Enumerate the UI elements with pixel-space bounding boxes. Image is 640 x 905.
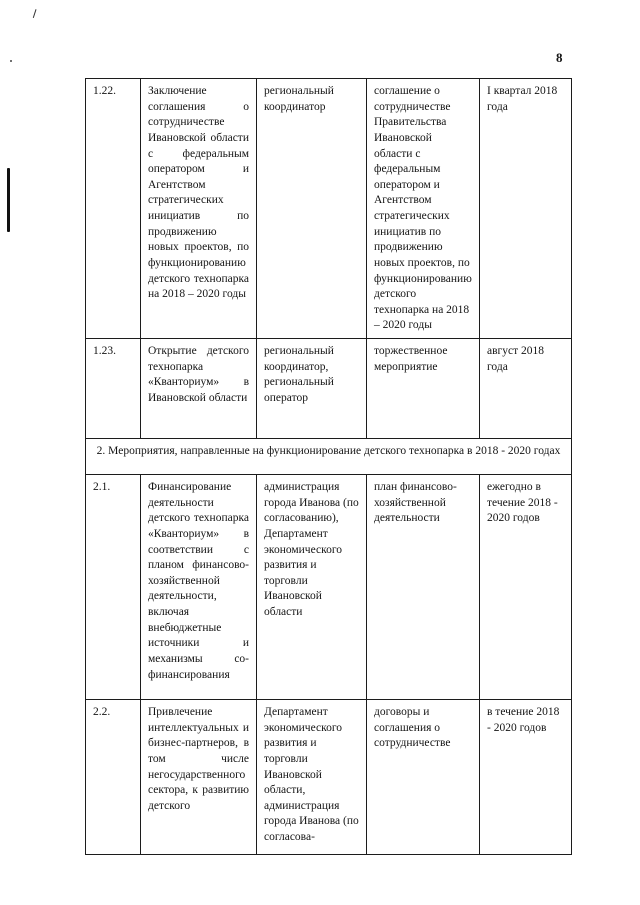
cell-term: I квартал 2018 года [480, 79, 572, 339]
cell-row-number: 2.2. [86, 700, 141, 855]
cell-activity: Финансирование деятельности детского технопарка «Кванториум» в соответствии с планом финансово-хозяйственной деятельности, включая внебюджетные источники и механизмы со-финансирования [141, 475, 257, 700]
cell-result: договоры и соглашения о сотрудничестве [367, 700, 480, 855]
scan-artifact-tick [33, 9, 42, 20]
cell-activity: Заключение соглашения о сотрудничестве Ивановской области с федеральным оператором и Агентством стратегических инициатив по продвижению новых проектов, по функционированию детского технопарка на 2018 – 2020 годы [141, 79, 257, 339]
table-row [86, 700, 572, 855]
cell-responsible: региональный координатор, региональный оператор [257, 339, 367, 439]
cell-row-number: 1.22. [86, 79, 141, 339]
cell-result: план финансово-хозяйственной деятельности [367, 475, 480, 700]
table-row [86, 339, 572, 439]
cell-term: август 2018 года [480, 339, 572, 439]
section-header: 2. Мероприятия, направленные на функционирование детского технопарка в 2018 - 2020 годах [86, 439, 572, 475]
table-row [86, 475, 572, 700]
section-header-row [86, 439, 572, 475]
scan-artifact-line [7, 168, 10, 232]
page-number: 8 [556, 50, 563, 65]
cell-term: ежегодно в течение 2018 - 2020 годов [480, 475, 572, 700]
cell-result: соглашение о сотрудничестве Правительства Ивановской области с федеральным оператором и Агентством стратегических инициатив по продвижению новых проектов, по функционированию детского технопарка на 2018 – 2020 годы [367, 79, 480, 339]
scan-artifact-dot [10, 60, 12, 62]
cell-row-number: 2.1. [86, 475, 141, 700]
cell-responsible: Департамент экономического развития и торговли Ивановской области, администрация города Иванова (по согласова- [257, 700, 367, 855]
table-row [86, 79, 572, 339]
cell-row-number: 1.23. [86, 339, 141, 439]
cell-term: в течение 2018 - 2020 годов [480, 700, 572, 855]
cell-activity: Открытие детского технопарка «Кванториум» в Ивановской области [141, 339, 257, 439]
cell-result: торжественное мероприятие [367, 339, 480, 439]
cell-activity: Привлечение интеллектуальных и бизнес-партнеров, в том числе негосударственного сектора, к развитию детского [141, 700, 257, 855]
cell-responsible: региональный координатор [257, 79, 367, 339]
action-plan-table [85, 78, 572, 855]
cell-responsible: администрация города Иванова (по согласованию), Департамент экономического развития и торговли Ивановской области [257, 475, 367, 700]
